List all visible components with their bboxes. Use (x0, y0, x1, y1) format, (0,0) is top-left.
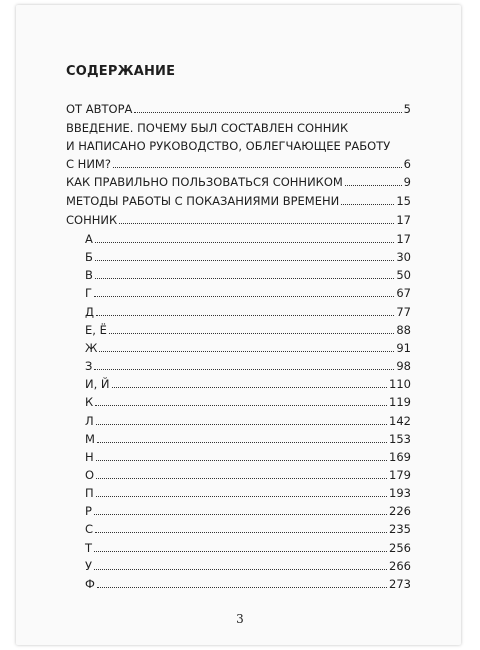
toc-entry-label: ОТ АВТОРА (66, 102, 133, 116)
toc-letter-entry (85, 340, 411, 356)
dot-leader (94, 558, 387, 570)
toc-letter-entry (85, 467, 411, 483)
toc-letter-page: 266 (389, 558, 411, 573)
toc-letter-entry (85, 322, 411, 338)
toc-heading: СОДЕРЖАНИЕ (66, 64, 176, 79)
toc-entry-intro-line-2: И НАПИСАНО РУКОВОДСТВО, ОБЛЕГЧАЮЩЕЕ РАБОТУ (66, 139, 391, 153)
toc-letter-page: 153 (389, 431, 411, 446)
dot-leader (109, 322, 395, 334)
toc-letter-label: И, Й (85, 377, 110, 392)
toc-entry-label: КАК ПРАВИЛЬНО ПОЛЬЗОВАТЬСЯ СОННИКОМ (66, 175, 343, 189)
toc-letter-label: У (85, 558, 93, 573)
toc-letter-page: 77 (396, 304, 411, 319)
toc-letter-label: Б (85, 250, 93, 265)
toc-letter-page: 17 (396, 232, 411, 246)
dot-leader (96, 449, 387, 461)
dot-leader (95, 249, 394, 261)
toc-letter-label: Н (85, 449, 94, 464)
toc-entry-intro (66, 156, 411, 172)
toc-letter-label: Е, Ё (85, 322, 107, 337)
toc-letter-page: 273 (389, 576, 411, 591)
dot-leader (345, 174, 402, 186)
toc-letter-entry (85, 431, 411, 447)
page-number: 3 (236, 612, 244, 626)
toc-letter-page: 226 (389, 504, 411, 519)
toc-letter-entry (85, 285, 411, 301)
toc-letter-page: 50 (396, 268, 411, 283)
toc-letter-label: О (85, 467, 95, 482)
dot-leader (94, 503, 387, 515)
toc-letter-entry (85, 540, 411, 556)
toc-letter-page: 169 (389, 449, 411, 464)
toc-letter-label: З (85, 359, 93, 374)
dot-leader (94, 540, 387, 552)
toc-letter-entry (85, 576, 411, 592)
toc-letter-page: 91 (396, 340, 411, 355)
toc-letter-label: П (85, 486, 94, 501)
toc-letter-page: 142 (389, 413, 411, 428)
toc-entry-page: 6 (403, 157, 411, 171)
toc-letter-page: 235 (389, 522, 411, 537)
toc-letter-entry (85, 485, 411, 501)
toc-entry-time-methods (66, 193, 411, 209)
dot-leader (95, 267, 394, 279)
toc-letter-entry (85, 521, 411, 537)
toc-entry-intro-line-1: ВВЕДЕНИЕ. ПОЧЕМУ БЫЛ СОСТАВЛЕН СОННИК (66, 121, 349, 135)
toc-letter-page: 98 (396, 359, 411, 374)
dot-leader (96, 413, 387, 425)
toc-entry-page: 5 (403, 102, 411, 116)
toc-letter-label: Ж (85, 340, 98, 355)
toc-entry-page: 17 (396, 213, 411, 227)
dot-leader (341, 193, 394, 205)
toc-letter-label: Т (85, 540, 93, 555)
dot-leader (119, 212, 394, 224)
toc-letter-label: Ф (85, 576, 95, 591)
dot-leader (97, 431, 387, 443)
dot-leader (94, 285, 394, 297)
dot-leader (95, 521, 387, 533)
toc-letter-page: 179 (389, 467, 411, 482)
toc-letter-page: 30 (396, 250, 411, 265)
toc-letter-page: 67 (396, 286, 411, 301)
dot-leader (96, 485, 387, 497)
toc-letter-entry (85, 231, 411, 247)
toc-entry-label: МЕТОДЫ РАБОТЫ С ПОКАЗАНИЯМИ ВРЕМЕНИ (66, 194, 340, 208)
toc-entry-page: 9 (403, 175, 411, 189)
dot-leader (94, 358, 394, 370)
dot-leader (96, 304, 394, 316)
toc-letter-entry (85, 358, 411, 374)
toc-letter-entry (85, 449, 411, 465)
dot-leader (97, 576, 387, 588)
toc-letter-entry (85, 503, 411, 519)
toc-entry-page: 15 (396, 194, 411, 208)
toc-letter-label: Д (85, 304, 94, 319)
toc-letter-label: Л (85, 413, 94, 428)
toc-letter-entry (85, 267, 411, 283)
dot-leader (95, 394, 387, 406)
toc-letter-label: М (85, 431, 95, 446)
toc-letter-entry (85, 304, 411, 320)
dot-leader (99, 340, 394, 352)
toc-letter-label: А (85, 232, 93, 246)
toc-letter-page: 88 (396, 322, 411, 337)
dot-leader (112, 376, 388, 388)
toc-letter-label: Р (85, 504, 92, 519)
dot-leader (96, 467, 387, 479)
toc-entry-dream-book (66, 212, 411, 228)
toc-letter-label: Г (85, 286, 93, 301)
toc-letter-page: 119 (389, 395, 411, 410)
toc-letter-entry (85, 558, 411, 574)
toc-letter-entry (85, 376, 411, 392)
toc-letter-page: 193 (389, 486, 411, 501)
toc-letter-page: 256 (389, 540, 411, 555)
toc-letter-label: К (85, 395, 94, 410)
dot-leader (134, 101, 401, 113)
toc-letter-entry (85, 249, 411, 265)
toc-entry-label: С НИМ? (66, 157, 111, 171)
toc-entry-how-to-use (66, 174, 411, 190)
toc-letter-entry (85, 394, 411, 410)
toc-letter-page: 110 (389, 377, 411, 392)
toc-letter-label: В (85, 268, 93, 283)
toc-letter-label: С (85, 522, 94, 537)
toc-letter-entry (85, 413, 411, 429)
dot-leader (113, 156, 402, 168)
toc-entry-label: СОННИК (66, 213, 118, 227)
dot-leader (95, 231, 394, 243)
toc-entry-from-author (66, 101, 411, 117)
